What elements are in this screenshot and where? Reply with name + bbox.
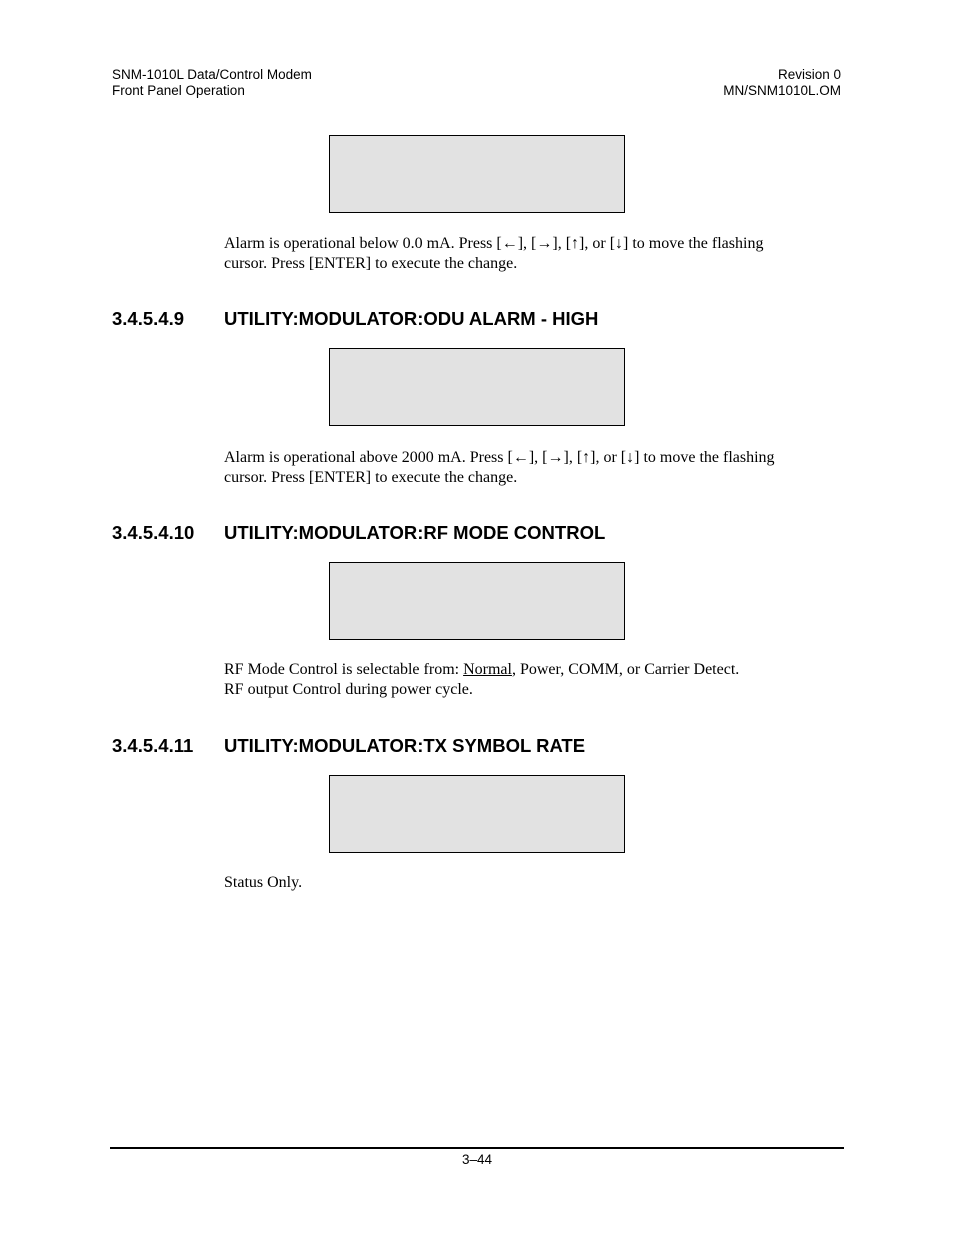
paragraph-line — [224, 660, 739, 680]
section-heading-odu-alarm-high — [112, 308, 598, 330]
chapter-title: Front Panel Operation — [112, 83, 245, 98]
section-title: UTILITY:MODULATOR:ODU ALARM - HIGH — [224, 308, 599, 329]
lcd-display-tx-symbol-rate — [329, 775, 625, 853]
footer-divider — [110, 1147, 844, 1149]
header-right — [723, 67, 841, 99]
section-rf-mode-control-description — [224, 660, 739, 700]
default-option-normal: Normal — [463, 661, 512, 678]
text-run: , Power, COMM, or Carrier Detect. — [511, 661, 740, 678]
section-title: UTILITY:MODULATOR:RF MODE CONTROL — [224, 522, 606, 543]
header-left — [112, 67, 312, 99]
section-heading-rf-mode-control — [112, 522, 605, 544]
section-odu-alarm-high-description — [224, 448, 775, 488]
paragraph-line: cursor. Press [ENTER] to execute the change. — [224, 255, 518, 272]
paragraph-line: cursor. Press [ENTER] to execute the change. — [224, 469, 518, 486]
section-title: UTILITY:MODULATOR:TX SYMBOL RATE — [224, 735, 586, 756]
section-odu-alarm-low-description — [224, 234, 763, 274]
paragraph-line: Alarm is operational above 2000 mA. Press [←], [→], [↑], or [↓] to move the flashing — [224, 449, 775, 466]
lcd-display-rf-mode-control — [329, 562, 625, 640]
document-title: SNM-1010L Data/Control Modem — [112, 67, 312, 82]
lcd-display-odu-alarm-low — [329, 135, 625, 213]
lcd-display-odu-alarm-high — [329, 348, 625, 426]
paragraph-line: Alarm is operational below 0.0 mA. Press [←], [→], [↑], or [↓] to move the flashing — [224, 235, 764, 252]
revision-label: Revision 0 — [777, 67, 841, 82]
manual-number: MN/SNM1010L.OM — [723, 83, 841, 98]
text-run: RF Mode Control is selectable from: — [224, 661, 464, 678]
section-number: 3.4.5.4.9 — [112, 308, 185, 329]
paragraph-line: RF output Control during power cycle. — [224, 681, 473, 698]
section-heading-tx-symbol-rate — [112, 735, 585, 757]
page-number: 3–44 — [461, 1152, 493, 1167]
section-number: 3.4.5.4.10 — [112, 522, 195, 543]
paragraph-line: Status Only. — [224, 874, 303, 891]
section-number: 3.4.5.4.11 — [112, 735, 194, 756]
section-tx-symbol-rate-description — [224, 873, 302, 893]
